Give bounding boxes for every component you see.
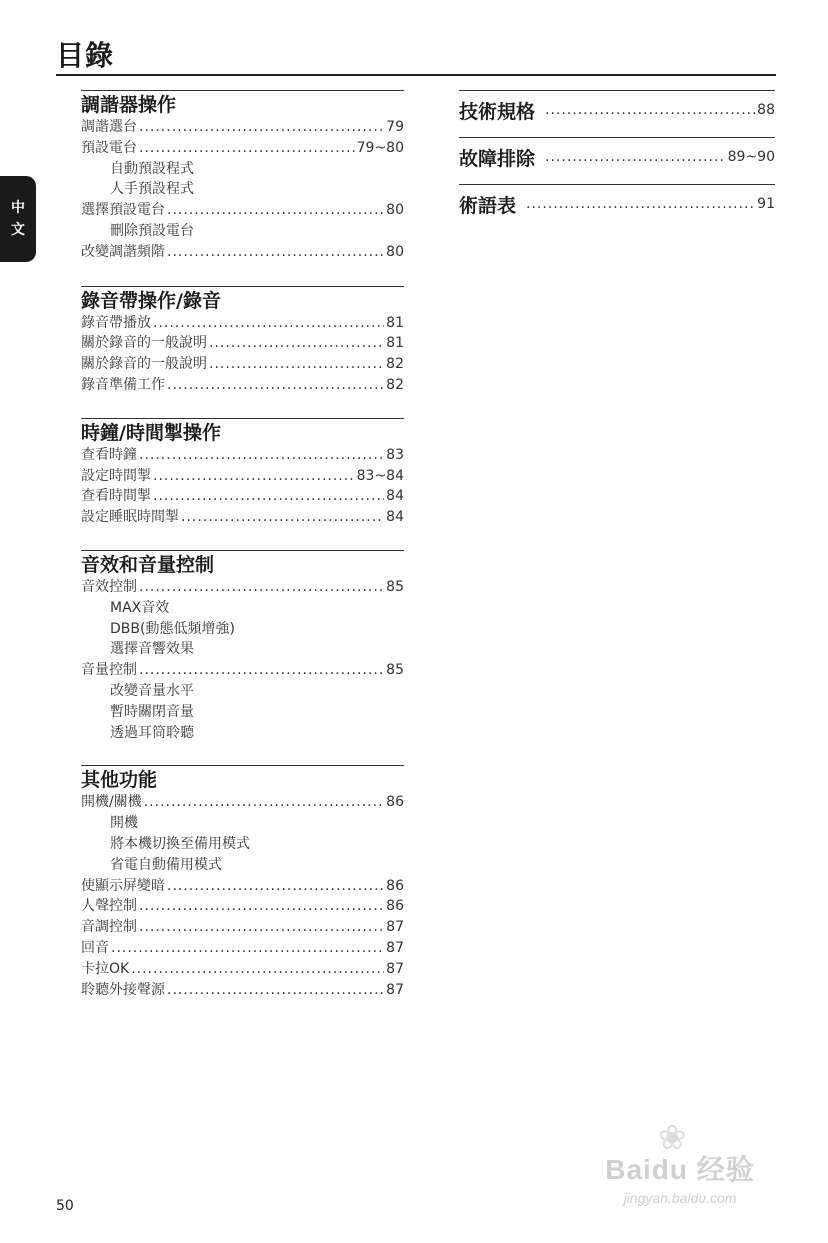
entry-page: 83~84 bbox=[356, 467, 404, 484]
entry-label: 開機/關機 bbox=[81, 794, 142, 811]
section-title: 其他功能 bbox=[81, 769, 158, 792]
entry-page: 80 bbox=[386, 202, 404, 219]
toc-section-entry[interactable] bbox=[459, 184, 775, 223]
watermark-logo: Baidu 经验 bbox=[605, 1154, 755, 1185]
entry-page: 89~90 bbox=[727, 149, 775, 165]
entry-page: 91 bbox=[757, 196, 775, 212]
watermark-url: jingyan.baidu.com bbox=[623, 1190, 737, 1206]
toc-section-entry[interactable] bbox=[459, 137, 775, 176]
entry-label: 錄音準備工作 bbox=[81, 376, 165, 393]
entry-label: 音效控制 bbox=[81, 578, 137, 595]
dot-leader bbox=[545, 102, 755, 118]
entry-page: 79 bbox=[386, 119, 404, 135]
dot-leader bbox=[139, 896, 384, 917]
toc-subentry: 省電自動備用模式 bbox=[110, 856, 222, 873]
toc-entry[interactable] bbox=[81, 200, 404, 221]
toc-subentry: 刪除預設電台 bbox=[110, 222, 194, 239]
section-title: 技術規格 bbox=[459, 100, 536, 123]
paw-icon: ❀ bbox=[658, 1119, 687, 1157]
dot-leader bbox=[209, 333, 384, 354]
dot-leader bbox=[153, 313, 384, 334]
entry-label: 調諧選台 bbox=[81, 119, 137, 135]
toc-entry[interactable] bbox=[81, 117, 404, 138]
entry-label: 音調控制 bbox=[81, 919, 137, 936]
dot-leader bbox=[209, 354, 384, 375]
entry-page: 86 bbox=[386, 794, 404, 811]
toc-subentry: 開機 bbox=[110, 815, 138, 832]
dot-leader bbox=[167, 980, 384, 1001]
dot-leader bbox=[167, 876, 384, 897]
dot-leader bbox=[167, 200, 384, 221]
language-tab bbox=[0, 176, 36, 262]
toc-right-column bbox=[459, 90, 775, 223]
toc-entry[interactable] bbox=[81, 507, 404, 528]
entry-page: 84 bbox=[386, 509, 404, 526]
toc-entry[interactable] bbox=[81, 917, 404, 938]
toc-section bbox=[81, 550, 404, 743]
dot-leader bbox=[167, 375, 384, 396]
entry-page: 87 bbox=[386, 919, 404, 936]
dot-leader bbox=[545, 149, 726, 165]
entry-label: 回音 bbox=[81, 939, 109, 956]
entry-label: 預設電台 bbox=[81, 139, 137, 156]
toc-section-entry[interactable] bbox=[459, 90, 775, 129]
dot-leader bbox=[139, 138, 355, 159]
entry-page: 86 bbox=[386, 898, 404, 915]
dot-leader bbox=[181, 507, 384, 528]
toc-subentry: 選擇音響效果 bbox=[110, 641, 194, 658]
entry-page: 85 bbox=[386, 662, 404, 679]
page-title: 目錄 bbox=[56, 39, 115, 72]
dot-leader bbox=[139, 577, 384, 598]
dot-leader bbox=[139, 117, 384, 138]
entry-page: 81 bbox=[386, 314, 404, 331]
language-tab-char: 中 bbox=[11, 200, 25, 216]
toc-entry[interactable] bbox=[81, 486, 404, 507]
entry-label: 查看時間掣 bbox=[81, 488, 151, 505]
toc-section bbox=[81, 90, 404, 263]
toc-entry[interactable] bbox=[81, 660, 404, 681]
toc-entry[interactable] bbox=[81, 792, 404, 813]
toc-entry[interactable] bbox=[81, 445, 404, 466]
entry-page: 80 bbox=[386, 243, 404, 260]
entry-page: 79~80 bbox=[356, 139, 404, 156]
entry-label: 卡拉OK bbox=[81, 960, 130, 977]
section-title: 術語表 bbox=[459, 194, 517, 217]
watermark bbox=[580, 1119, 780, 1208]
dot-leader bbox=[153, 466, 355, 487]
entry-label: 改變調諧頻階 bbox=[81, 243, 165, 260]
entry-page: 83 bbox=[386, 446, 404, 463]
toc-entry[interactable] bbox=[81, 466, 404, 487]
toc-entry[interactable] bbox=[81, 577, 404, 598]
page-number: 50 bbox=[56, 1198, 74, 1214]
dot-leader bbox=[139, 445, 384, 466]
entry-page: 82 bbox=[386, 356, 404, 373]
toc-entry[interactable] bbox=[81, 876, 404, 897]
entry-label: 設定時間掣 bbox=[81, 467, 151, 484]
entry-label: 音量控制 bbox=[81, 662, 137, 679]
entry-label: 錄音帶播放 bbox=[81, 314, 151, 331]
dot-leader bbox=[167, 242, 384, 263]
entry-page: 85 bbox=[386, 578, 404, 595]
toc-entry[interactable] bbox=[81, 980, 404, 1001]
toc-entry[interactable] bbox=[81, 896, 404, 917]
toc-entry[interactable] bbox=[81, 242, 404, 263]
dot-leader bbox=[139, 917, 384, 938]
language-tab-char: 文 bbox=[11, 222, 25, 238]
entry-label: 關於錄音的一般說明 bbox=[81, 356, 207, 373]
section-title: 調諧器操作 bbox=[81, 94, 177, 116]
entry-label: 設定睡眠時間掣 bbox=[81, 509, 179, 526]
dot-leader bbox=[111, 938, 384, 959]
dot-leader bbox=[153, 486, 384, 507]
section-title: 時鐘/時間掣操作 bbox=[81, 421, 221, 444]
toc-entry[interactable] bbox=[81, 375, 404, 396]
toc-section bbox=[81, 765, 404, 1000]
section-title: 故障排除 bbox=[459, 147, 536, 170]
toc-entry[interactable] bbox=[81, 313, 404, 334]
toc-subentry: MAX音效 bbox=[110, 599, 170, 616]
title-rule bbox=[56, 74, 776, 76]
entry-label: 人聲控制 bbox=[81, 898, 137, 915]
entry-page: 82 bbox=[386, 376, 404, 393]
entry-page: 87 bbox=[386, 981, 404, 998]
toc-entry[interactable] bbox=[81, 959, 404, 980]
entry-page: 87 bbox=[386, 939, 404, 956]
toc-entry[interactable] bbox=[81, 333, 404, 354]
toc-entry[interactable] bbox=[81, 354, 404, 375]
section-title: 錄音帶操作/錄音 bbox=[81, 289, 221, 312]
toc-entry[interactable] bbox=[81, 938, 404, 959]
entry-page: 81 bbox=[386, 335, 404, 352]
entry-page: 86 bbox=[386, 877, 404, 894]
dot-leader bbox=[144, 792, 384, 813]
entry-page: 84 bbox=[386, 488, 404, 505]
toc-subentry: 透過耳筒聆聽 bbox=[110, 724, 194, 741]
entry-label: 選擇預設電台 bbox=[81, 202, 165, 219]
toc-section bbox=[81, 418, 404, 528]
dot-leader bbox=[131, 959, 384, 980]
toc-subentry: DBB(動態低頻增強) bbox=[110, 620, 235, 637]
entry-label: 聆聽外接聲源 bbox=[81, 981, 165, 998]
entry-page: 87 bbox=[386, 960, 404, 977]
dot-leader bbox=[526, 196, 755, 212]
toc-entry[interactable] bbox=[81, 138, 404, 159]
toc-section bbox=[81, 286, 404, 396]
entry-label: 使顯示屏變暗 bbox=[81, 877, 165, 894]
toc-left-column bbox=[81, 90, 404, 1000]
section-title: 音效和音量控制 bbox=[81, 553, 215, 576]
toc-subentry: 暫時關閉音量 bbox=[110, 703, 194, 720]
entry-label: 查看時鐘 bbox=[81, 446, 137, 463]
dot-leader bbox=[139, 660, 384, 681]
toc-subentry: 改變音量水平 bbox=[110, 682, 194, 699]
entry-label: 關於錄音的一般說明 bbox=[81, 335, 207, 352]
toc-subentry: 將本機切換至備用模式 bbox=[110, 835, 250, 852]
toc-subentry: 自動預設程式 bbox=[110, 160, 194, 177]
entry-page: 88 bbox=[757, 102, 775, 118]
toc-subentry: 人手預設程式 bbox=[110, 181, 194, 198]
